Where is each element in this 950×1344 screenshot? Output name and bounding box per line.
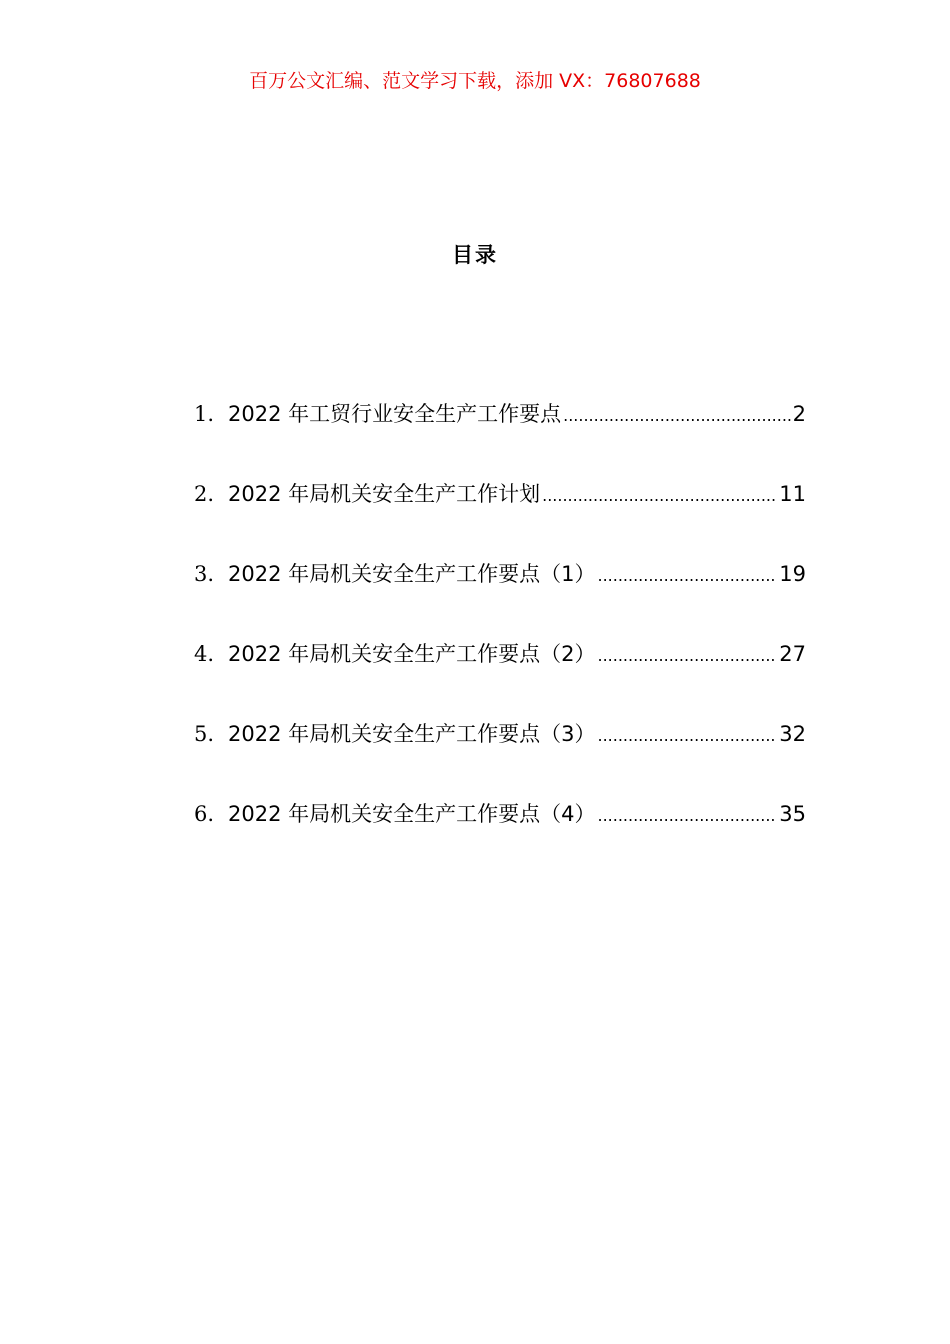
toc-entry-page: 2 [792,402,806,426]
toc-dot-leader [542,476,777,516]
toc-dot-leader [597,716,777,756]
toc-dot-leader [597,556,777,596]
toc-entry-title: 2022 年局机关安全生产工作计划 [228,482,541,506]
toc-entry[interactable] [194,634,806,714]
toc-entry[interactable] [194,714,806,794]
toc-entry-number: 3. [194,562,215,586]
toc-dot-leader [563,396,791,436]
toc-entry-title: 2022 年局机关安全生产工作要点（2） [228,642,596,666]
toc-entry-number: 1. [194,402,215,426]
toc-entry-number: 5. [194,722,215,746]
toc-entry[interactable] [194,394,806,474]
header-watermark-note: 百万公文汇编、范文学习下载，添加 VX：76807688 [249,70,701,92]
toc-entry-page: 19 [779,562,806,586]
toc-dot-leader [597,636,777,676]
toc-entry-title: 2022 年局机关安全生产工作要点（1） [228,562,596,586]
toc-entry[interactable] [194,474,806,554]
toc-title: 目录 [452,243,498,267]
toc-entry-number: 6. [194,802,215,826]
toc-entry[interactable] [194,554,806,634]
toc-entry-title: 2022 年局机关安全生产工作要点（4） [228,802,596,826]
toc-entry-page: 27 [779,642,806,666]
toc-entry-number: 4. [194,642,215,666]
toc-entry[interactable] [194,794,806,874]
toc-entry-number: 2. [194,482,215,506]
toc-entry-page: 32 [779,722,806,746]
toc-entry-page: 35 [779,802,806,826]
toc-entry-title: 2022 年局机关安全生产工作要点（3） [228,722,596,746]
toc-list [194,394,806,874]
toc-entry-title: 2022 年工贸行业安全生产工作要点 [228,402,562,426]
toc-entry-page: 11 [779,482,806,506]
toc-dot-leader [597,796,777,836]
